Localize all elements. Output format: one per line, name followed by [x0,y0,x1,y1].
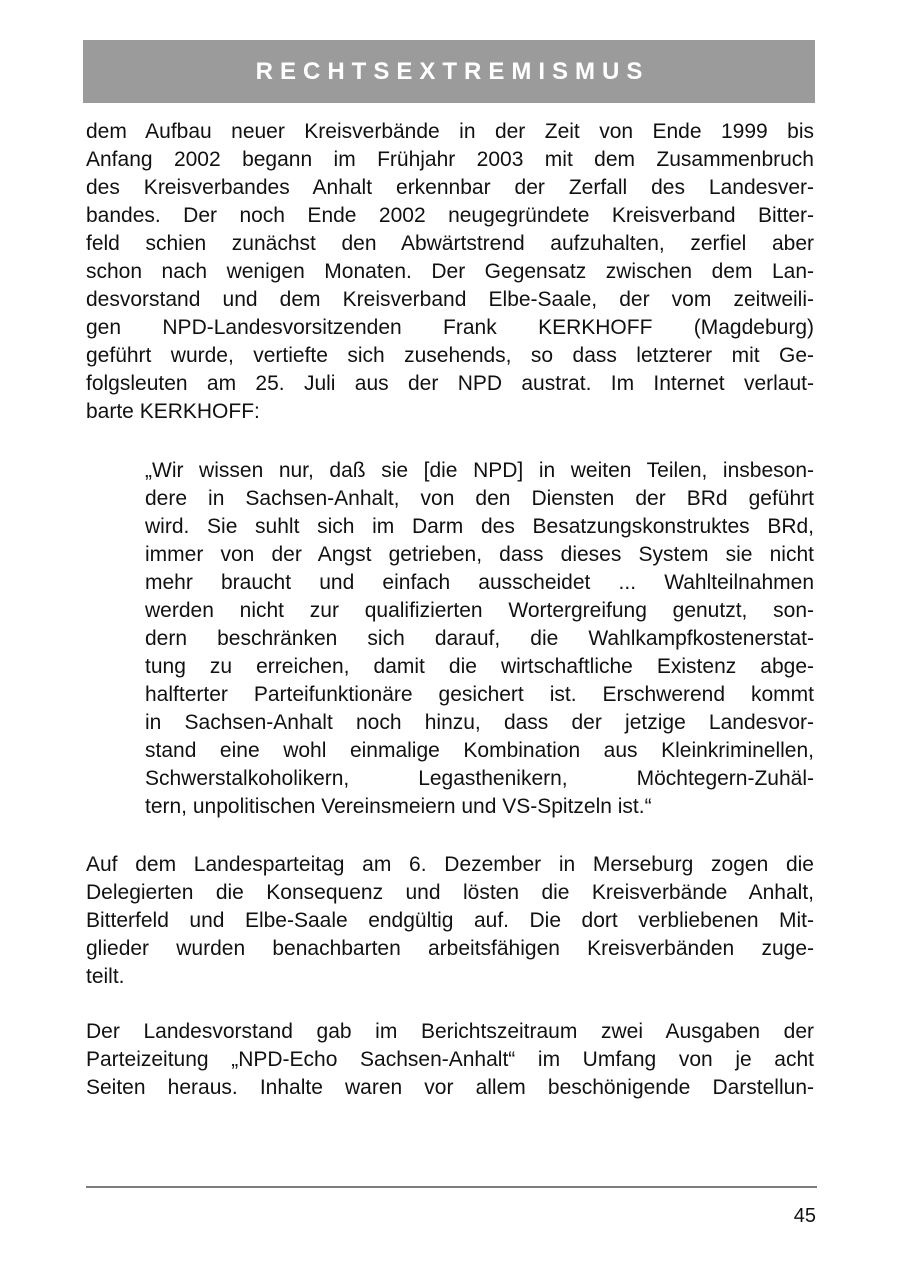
text-line: Auf dem Landesparteitag am 6. Dezember in Merseburg zogen die [86,853,814,876]
text-line: „Wir wissen nur, daß sie [die NPD] in weiten Teilen, insbeson- [145,459,814,482]
text-line: tern, unpolitischen Vereinsmeiern und VS-Spitzeln ist.“ [145,795,652,818]
text-line: dere in Sachsen-Anhalt, von den Diensten der BRd geführt [145,487,814,510]
paragraph-npd-echo [86,1018,814,1102]
block-quote-kerkhoff [145,457,814,821]
text-line: glieder wurden benachbarten arbeitsfähigen Kreisverbänden zuge- [86,937,814,960]
text-line: Delegierten die Konsequenz und lösten die Kreisverbände Anhalt, [86,881,814,904]
text-line: dem Aufbau neuer Kreisverbände in der Zeit von Ende 1999 bis [86,120,814,143]
text-line: des Kreisverbandes Anhalt erkennbar der Zerfall des Landesver- [86,176,814,199]
chapter-title: RECHTSEXTREMISMUS [255,57,650,85]
text-line: teilt. [86,965,125,988]
chapter-header-bar [83,40,815,103]
text-line: Bitterfeld und Elbe-Saale endgültig auf. Die dort verbliebenen Mit- [86,909,814,932]
paragraph-continuation [86,118,814,426]
text-line: schon nach wenigen Monaten. Der Gegensatz zwischen dem Lan- [86,260,814,283]
text-line: immer von der Angst getrieben, dass dieses System sie nicht [145,543,814,566]
page-number: 45 [793,1205,816,1227]
text-line: geführt wurde, vertiefte sich zusehends, so dass letzterer mit Ge- [86,344,814,367]
footer-divider-line [86,1186,817,1188]
text-line: gen NPD-Landesvorsitzenden Frank KERKHOFF (Magdeburg) [86,316,814,339]
text-line: Der Landesvorstand gab im Berichtszeitraum zwei Ausgaben der [86,1020,814,1043]
page-body [86,118,814,1102]
text-line: mehr braucht und einfach ausscheidet ... Wahlteilnahmen [145,571,814,594]
text-line: stand eine wohl einmalige Kombination aus Kleinkriminellen, [145,739,814,762]
text-line: dern beschränken sich darauf, die Wahlkampfkostenerstat- [145,627,814,650]
text-line: barte KERKHOFF: [86,400,260,423]
paragraph-landesparteitag [86,851,814,991]
text-line: folgsleuten am 25. Juli aus der NPD austrat. Im Internet verlaut- [86,372,814,395]
text-line: in Sachsen-Anhalt noch hinzu, dass der jetzige Landesvor- [145,711,814,734]
text-line: tung zu erreichen, damit die wirtschaftliche Existenz abge- [145,655,814,678]
text-line: Anfang 2002 begann im Frühjahr 2003 mit dem Zusammenbruch [86,148,814,171]
text-line: desvorstand und dem Kreisverband Elbe-Saale, der vom zeitweili- [86,288,814,311]
text-line: werden nicht zur qualifizierten Wortergreifung genutzt, son- [145,599,814,622]
text-line: Schwerstalkoholikern, Legasthenikern, Möchtegern-Zuhäl- [145,767,814,790]
text-line: halfterter Parteifunktionäre gesichert ist. Erschwerend kommt [145,683,814,706]
text-line: wird. Sie suhlt sich im Darm des Besatzungskonstruktes BRd, [145,515,814,538]
text-line: Seiten heraus. Inhalte waren vor allem beschönigende Darstellun- [86,1076,814,1099]
text-line: feld schien zunächst den Abwärtstrend aufzuhalten, zerfiel aber [86,232,814,255]
text-line: Parteizeitung „NPD-Echo Sachsen-Anhalt“ im Umfang von je acht [86,1048,814,1071]
text-line: bandes. Der noch Ende 2002 neugegründete Kreisverband Bitter- [86,204,814,227]
